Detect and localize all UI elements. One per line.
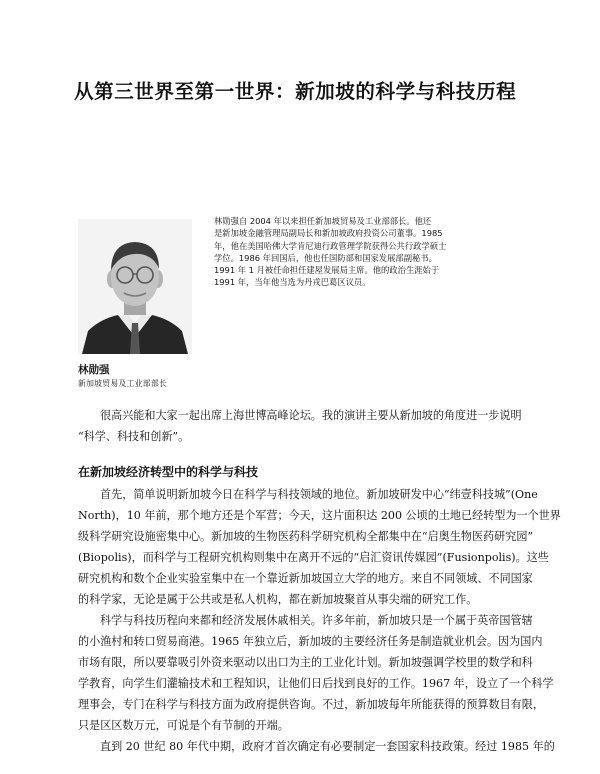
section-heading: 在新加坡经济转型中的科学与科技 [78,465,259,479]
text-line: 直到 20 世纪 80 年代中期，政府才首次确定有必要制定一套国家科技政策。经过 1985 年的 [100,740,555,753]
author-bio [214,215,534,289]
bio-line: 是新加坡金融管理局副局长和新加坡政府投资公司董事。1985 [214,228,443,239]
bio-line: 学位。1986 年回国后，他也任国防部和国家发展部副秘书。 [214,252,437,263]
text-line: 科学与科技历程向来都和经济发展休戚相关。许多年前，新加坡只是一个属于英帝国管辖 [100,614,533,627]
author-name: 林勋强 [78,364,110,376]
text-line: 首先，简单说明新加坡今日在科学与科技领域的地位。新加坡研发中心“纬壹科技城”(One [100,488,538,501]
intro-paragraph [78,405,526,447]
text-line: “科学、科技和创新”。 [78,430,190,443]
text-line: 市场有限，所以要靠吸引外资来驱动以出口为主的工业化计划。新加坡强调学校里的数学和科 [78,656,533,669]
text-line: 只是区区数万元，可说是个有节制的开端。 [78,719,289,732]
text-line: 很高兴能和大家一起出席上海世博高峰论坛。我的演讲主要从新加坡的角度进一步说明 [100,409,522,422]
text-line: (Biopolis)，而科学与工程研究机构则集中在离开不远的“启汇资讯传媒园”(Fusionpolis)。这些 [78,551,549,564]
text-line: 级科学研究设施密集中心。新加坡的生物医药科学研究机构全都集中在“启奥生物医药研究园” [78,530,534,543]
text-line: 研究机构和数个企业实验室集中在一个靠近新加坡国立大学的地方。来自不同领域、不同国家 [78,572,533,585]
author-role: 新加坡贸易及工业部部长 [78,379,168,388]
text-line: 的科学家，无论是属于公共或是私人机构，都在新加坡聚首从事尖端的研究工作。 [78,593,478,606]
bio-line: 1991 年，当年他当选为丹戎巴葛区议员。 [214,277,371,288]
author-photo [78,219,192,354]
bio-line: 年，他在美国哈佛大学肯尼迪行政管理学院获得公共行政学硕士 [214,240,447,251]
bio-line: 1991 年 1 月被任命担任建屋发展局主席。他的政治生涯始于 [214,265,440,276]
text-line: 理事会，专门在科学与科技方面为政府提供咨询。不过，新加坡每年所能获得的预算数目有限， [78,698,544,711]
article-title: 从第三世界至第一世界：新加坡的科学与科技历程 [74,80,517,103]
text-line: 的小渔村和转口贸易商港。1965 年独立后，新加坡的主要经济任务是制造就业机会。因为国内 [78,635,543,648]
text-line: North)，10 年前，那个地方还是个军营；今天，这片面积达 200 公顷的土地已经转型为一个世界 [78,509,561,522]
bio-line: 林勋强自 2004 年以来担任新加坡贸易及工业部部长。他还 [214,216,432,226]
text-line: 学教育，向学生们灌输技术和工程知识，让他们日后找到良好的工作。1967 年，设立了一个科学 [78,677,554,690]
portrait-illustration [78,219,192,354]
body-text [78,484,561,757]
